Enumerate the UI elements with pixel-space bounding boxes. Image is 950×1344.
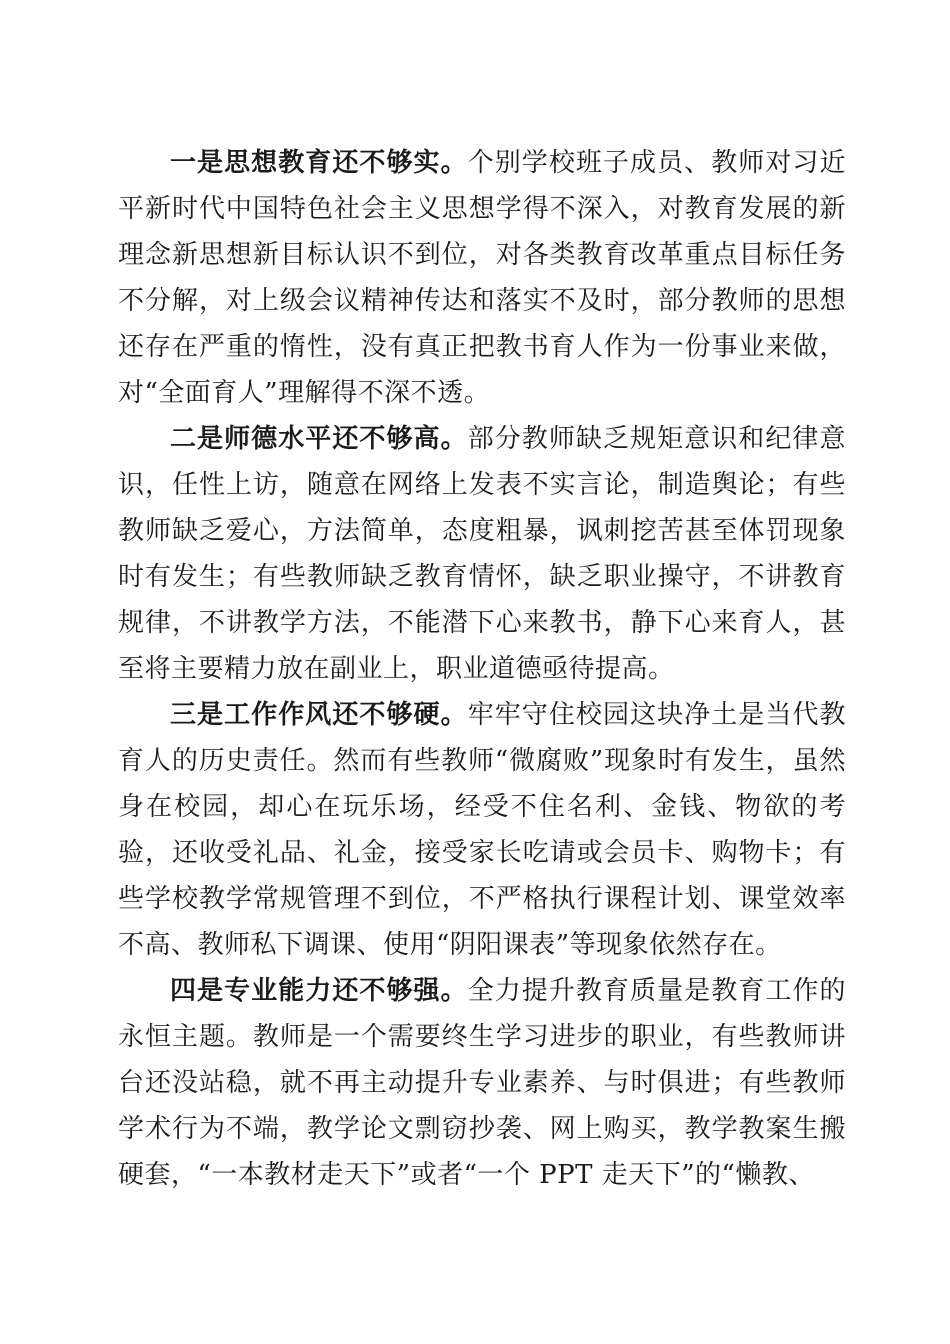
paragraph-4-heading: 四是专业能力还不够强。: [170, 976, 468, 1006]
paragraph-1-heading: 一是思想教育还不够实。: [170, 148, 468, 178]
paragraph-2-heading: 二是师德水平还不够高。: [170, 424, 468, 454]
paragraph-3-heading: 三是工作作风还不够硬。: [170, 700, 468, 730]
paragraph-2: [118, 416, 846, 692]
paragraph-4-text: 全力提升教育质量是教育工作的永恒主题。教师是一个需要终生学习进步的职业，有些教师讲台还没站稳，就不再主动提升专业素养、与时俱进；有些教师学术行为不端，教学论文剽窃抄袭、网上购买，教学教案生搬硬套，“一本教材走天下”或者“一个 PPT 走天下”的“懒教、: [118, 976, 846, 1190]
paragraph-2-text: 部分教师缺乏规矩意识和纪律意识，任性上访，随意在网络上发表不实言论，制造舆论；有些教师缺乏爱心，方法简单，态度粗暴，讽刺挖苦甚至体罚现象时有发生；有些教师缺乏教育情怀，缺乏职业操守，不讲教育规律，不讲教学方法，不能潜下心来教书，静下心来育人，甚至将主要精力放在副业上，职业道德亟待提高。: [118, 424, 846, 684]
paragraph-3-text: 牢牢守住校园这块净土是当代教育人的历史责任。然而有些教师“微腐败”现象时有发生，虽然身在校园，却心在玩乐场，经受不住名利、金钱、物欲的考验，还收受礼品、礼金，接受家长吃请或会员卡、购物卡；有些学校教学常规管理不到位，不严格执行课程计划、课堂效率不高、教师私下调课、使用“阴阳课表”等现象依然存在。: [118, 700, 846, 960]
paragraph-4: [118, 968, 846, 1198]
paragraph-1-text: 个别学校班子成员、教师对习近平新时代中国特色社会主义思想学得不深入，对教育发展的新理念新思想新目标认识不到位，对各类教育改革重点目标任务不分解，对上级会议精神传达和落实不及时，部分教师的思想还存在严重的惰性，没有真正把教书育人作为一份事业来做，对“全面育人”理解得不深不透。: [118, 148, 846, 408]
paragraph-1: [118, 140, 846, 416]
paragraph-3: [118, 692, 846, 968]
document-body: [118, 140, 846, 1198]
